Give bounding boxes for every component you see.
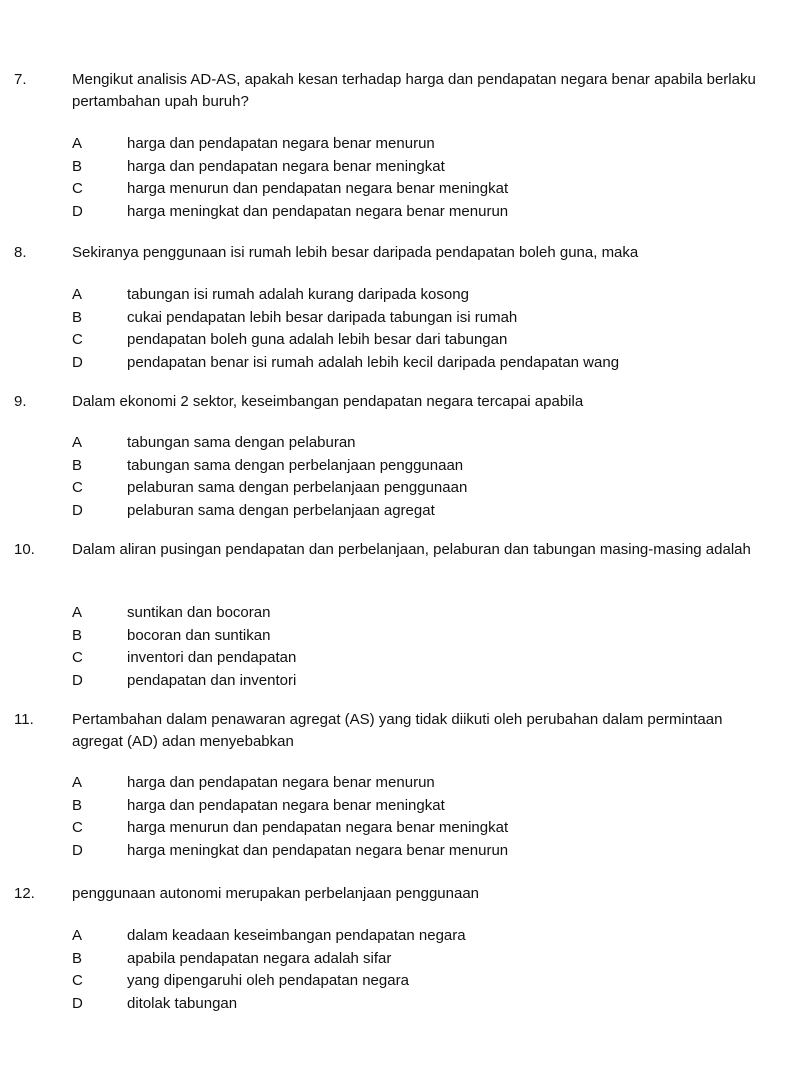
option-letter: B (72, 157, 83, 175)
option-letter: B (72, 796, 83, 814)
option-letter: B (72, 308, 83, 326)
option-text: harga dan pendapatan negara benar meningkat (127, 157, 445, 175)
option-a (0, 133, 796, 156)
option-a (0, 432, 796, 455)
options-list (0, 284, 796, 374)
option-text: ditolak tabungan (127, 994, 238, 1012)
option-letter: A (72, 434, 83, 451)
options-list (0, 772, 796, 862)
option-text: bocoran dan suntikan (127, 626, 271, 644)
option-text: harga menurun dan pendapatan negara benar meningkat (127, 180, 509, 197)
option-d (0, 352, 796, 375)
option-text: apabila pendapatan negara adalah sifar (127, 949, 392, 967)
option-b (0, 625, 796, 648)
option-d (0, 993, 796, 1016)
option-letter: D (72, 994, 83, 1012)
option-letter: B (72, 949, 83, 967)
option-d (0, 670, 796, 693)
option-text: suntikan dan bocoran (127, 604, 271, 621)
option-letter: D (72, 841, 83, 859)
option-d (0, 201, 796, 224)
question-number: 10. (14, 541, 35, 558)
option-letter: A (72, 774, 83, 791)
option-a (0, 925, 796, 948)
option-b (0, 795, 796, 818)
option-text: cukai pendapatan lebih besar daripada tabungan isi rumah (127, 308, 518, 326)
option-text: dalam keadaan keseimbangan pendapatan negara (127, 927, 466, 944)
option-text: harga meningkat dan pendapatan negara benar menurun (127, 202, 509, 220)
option-a (0, 284, 796, 307)
option-letter: C (72, 331, 83, 348)
question-number: 11. (14, 711, 34, 728)
option-letter: C (72, 972, 83, 989)
option-d (0, 840, 796, 863)
option-c (0, 329, 796, 352)
options-list (0, 602, 796, 692)
question-text: penggunaan autonomi merupakan perbelanjaan penggunaan (72, 885, 480, 902)
option-letter: C (72, 649, 83, 666)
option-b (0, 455, 796, 478)
option-text: harga dan pendapatan negara benar menurun (127, 774, 435, 791)
option-letter: D (72, 202, 83, 220)
option-text: harga dan pendapatan negara benar menurun (127, 135, 435, 152)
option-a (0, 602, 796, 625)
option-text: harga meningkat dan pendapatan negara benar menurun (127, 841, 509, 859)
option-text: tabungan isi rumah adalah kurang daripada kosong (127, 286, 469, 303)
option-text: pendapatan boleh guna adalah lebih besar dari tabungan (127, 331, 508, 348)
option-b (0, 307, 796, 330)
option-letter: C (72, 819, 83, 836)
option-c (0, 477, 796, 500)
question-text: Pertambahan dalam penawaran agregat (AS) yang tidak diikuti oleh perubahan dalam permintaan agregat (AD) adan menyebabkan (72, 711, 723, 750)
option-text: pendapatan benar isi rumah adalah lebih kecil daripada pendapatan wang (127, 353, 620, 371)
options-list (0, 925, 796, 1015)
option-b (0, 156, 796, 179)
option-text: pelaburan sama dengan perbelanjaan penggunaan (127, 479, 468, 496)
option-letter: B (72, 626, 83, 644)
option-letter: A (72, 135, 83, 152)
option-c (0, 817, 796, 840)
option-text: pendapatan dan inventori (127, 671, 297, 689)
question-number: 7. (14, 71, 27, 88)
option-letter: A (72, 286, 83, 303)
question-text: Mengikut analisis AD-AS, apakah kesan terhadap harga dan pendapatan negara benar apabila berlaku pertambahan upah buruh? (72, 71, 756, 110)
question-text: Dalam ekonomi 2 sektor, keseimbangan pendapatan negara tercapai apabila (72, 393, 584, 410)
option-text: yang dipengaruhi oleh pendapatan negara (127, 972, 409, 989)
option-text: pelaburan sama dengan perbelanjaan agregat (127, 501, 435, 519)
option-b (0, 948, 796, 971)
option-letter: D (72, 671, 83, 689)
option-c (0, 970, 796, 993)
question-number: 8. (14, 244, 27, 261)
option-text: tabungan sama dengan pelaburan (127, 434, 356, 451)
option-text: inventori dan pendapatan (127, 649, 297, 666)
option-text: harga dan pendapatan negara benar meningkat (127, 796, 445, 814)
option-d (0, 500, 796, 523)
option-a (0, 772, 796, 795)
question-number: 12. (14, 885, 35, 902)
option-letter: B (72, 456, 83, 474)
option-c (0, 178, 796, 201)
option-letter: A (72, 927, 83, 944)
question-text: Sekiranya penggunaan isi rumah lebih besar daripada pendapatan boleh guna, maka (72, 244, 639, 261)
option-letter: C (72, 479, 83, 496)
options-list (0, 133, 796, 223)
option-text: harga menurun dan pendapatan negara benar meningkat (127, 819, 509, 836)
question-number: 9. (14, 393, 27, 410)
option-letter: C (72, 180, 83, 197)
option-letter: D (72, 353, 83, 371)
option-letter: D (72, 501, 83, 519)
option-text: tabungan sama dengan perbelanjaan penggunaan (127, 456, 464, 474)
question-text: Dalam aliran pusingan pendapatan dan perbelanjaan, pelaburan dan tabungan masing-masing adalah (72, 541, 751, 558)
options-list (0, 432, 796, 522)
option-letter: A (72, 604, 83, 621)
option-c (0, 647, 796, 670)
